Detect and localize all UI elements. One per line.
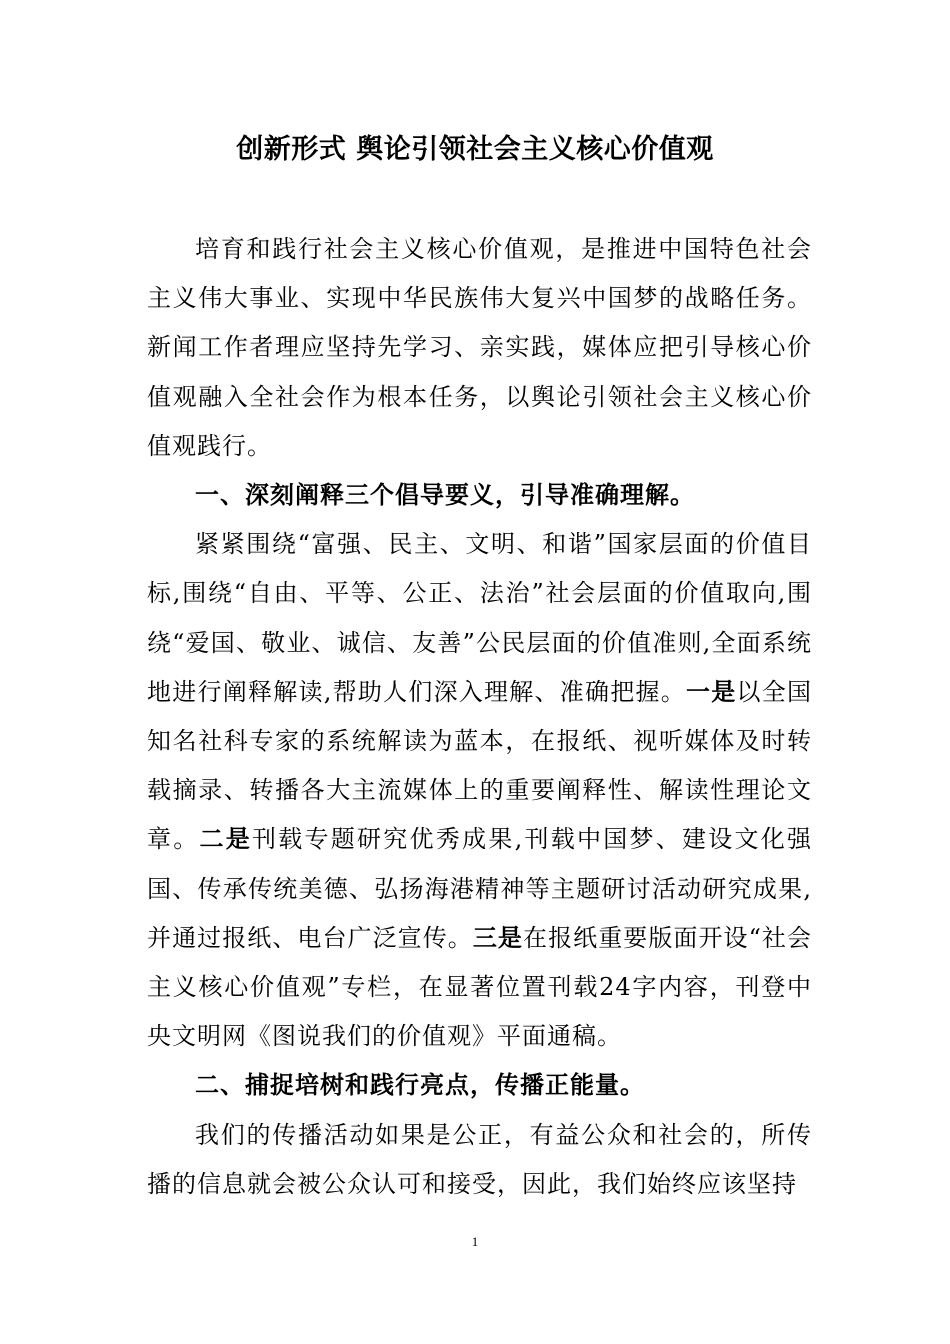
document-title: 创新形式 舆论引领社会主义核心价值观 [236, 134, 714, 165]
section-1-text-c: 刊载专题研究优秀成果,刊载中国梦、建设文化强国、传承传统美德、弘扬海港精神等主题研讨活动研究成果,并通过报纸、电台广泛宣传。 [147, 825, 813, 952]
point-3-label: 三是 [472, 923, 523, 952]
point-2-label: 二是 [199, 825, 253, 854]
page-number: 1 [471, 1234, 479, 1249]
section-2-paragraph: 我们的传播活动如果是公正，有益公众和社会的，所传播的信息就会被公众认可和接受，因此，我们始终应该坚持 [147, 1120, 812, 1198]
intro-paragraph: 培育和践行社会主义核心价值观，是推进中国特色社会主义伟大事业、实现中华民族伟大复兴中国梦的战略任务。新闻工作者理应坚持先学习、亲实践，媒体应把引导核心价值观融入全社会作为根本任务，以舆论引领社会主义核心价值观践行。 [147, 235, 812, 460]
section-1-text-d: 在报纸重要版面开设“社会主义核心价值观”专栏，在显著位置刊载24字内容，刊登中央文明网《图说我们的价值观》平面通稿。 [147, 923, 812, 1051]
point-1-label: 一是 [686, 677, 737, 706]
section-1-heading: 一、深刻阐释三个倡导要义，引导准确理解。 [195, 481, 695, 510]
document-body [147, 225, 812, 1209]
section-1-text-a: 紧紧围绕“富强、民主、文明、和谐”国家层面的价值目标,围绕“自由、平等、公正、法治”社会层面的价值取向,围绕“爱国、敬业、诚信、友善”公民层面的价值准则,全面系统地进行阐释解读,帮助人们深入理解、准确把握。 [147, 530, 812, 706]
section-1-text-b: 以全国知名社科专家的系统解读为蓝本，在报纸、视听媒体及时转载摘录、转播各大主流媒体上的重要阐释性、解读性理论文章。 [147, 677, 813, 854]
section-2-heading: 二、捕捉培树和践行亮点，传播正能量。 [195, 1071, 645, 1100]
section-1-paragraph [147, 520, 812, 1061]
